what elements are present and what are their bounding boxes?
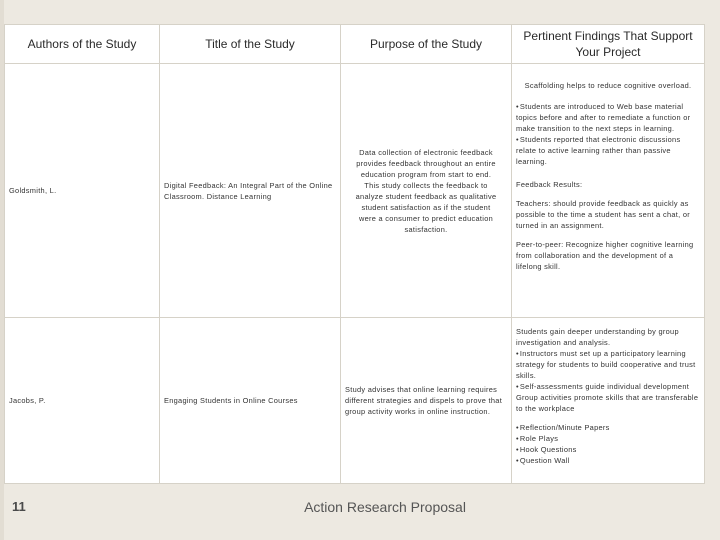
author-cell: Jacobs, P. bbox=[5, 318, 160, 484]
table-row bbox=[5, 64, 705, 318]
header-findings: Pertinent Findings That Support Your Project bbox=[512, 25, 705, 64]
findings-after: Group activities promote skills that are transferable to the workplace bbox=[516, 393, 699, 413]
author-cell: Goldsmith, L. bbox=[5, 64, 160, 318]
list-item: • Reflection/Minute Papers bbox=[516, 422, 700, 433]
list-item: • Students reported that electronic discussions relate to active learning rather than passive learning. bbox=[516, 134, 700, 167]
list-item: • Self-assessments guide individual development bbox=[516, 381, 700, 392]
findings-paragraph: Teachers: should provide feedback as quickly as possible to the time a student has sent a chat, or turned in an assignment. bbox=[516, 199, 690, 230]
header-authors: Authors of the Study bbox=[5, 25, 160, 64]
page-number: 11 bbox=[12, 499, 26, 514]
list-item: • Students are introduced to Web base material topics before and after to remediate a function or make transition to the next steps in learning. bbox=[516, 101, 700, 134]
findings-bullet-list bbox=[516, 101, 700, 167]
list-item: • Hook Questions bbox=[516, 444, 700, 455]
findings-paragraph: Feedback Results: bbox=[516, 180, 583, 189]
research-table bbox=[4, 24, 705, 484]
findings-bullet-list bbox=[516, 348, 700, 392]
footer-title: Action Research Proposal bbox=[304, 499, 466, 515]
title-cell: Engaging Students in Online Courses bbox=[160, 318, 341, 484]
list-item: • Question Wall bbox=[516, 455, 700, 466]
findings-lead: Students gain deeper understanding by group investigation and analysis. bbox=[516, 327, 679, 347]
list-item: • Instructors must set up a participatory learning strategy for students to build cooperative and trust skills. bbox=[516, 348, 700, 381]
list-item: • Role Plays bbox=[516, 433, 700, 444]
purpose-cell: Study advises that online learning requires different strategies and dispels to prove that group activity works in online instruction. bbox=[341, 318, 512, 484]
table-row bbox=[5, 318, 705, 484]
purpose-cell bbox=[341, 64, 512, 318]
findings-bullet-list bbox=[516, 422, 700, 466]
findings-cell bbox=[512, 318, 705, 484]
header-row bbox=[5, 25, 705, 64]
purpose-text: Data collection of electronic feedback provides feedback throughout an entire education program from start to end. This study collects the feedback to analyze student feedback as qualitative student satisfaction as if the student were a consumer to predict education satisfaction. bbox=[355, 147, 497, 234]
header-title: Title of the Study bbox=[160, 25, 341, 64]
findings-intro: Scaffolding helps to reduce cognitive overload. bbox=[524, 81, 692, 90]
findings-cell bbox=[512, 64, 705, 318]
findings-paragraph: Peer-to-peer: Recognize higher cognitive learning from collaboration and the development of a lifelong skill. bbox=[516, 240, 694, 271]
title-cell: Digital Feedback: An Integral Part of the Online Classroom. Distance Learning bbox=[160, 64, 341, 318]
header-purpose: Purpose of the Study bbox=[341, 25, 512, 64]
